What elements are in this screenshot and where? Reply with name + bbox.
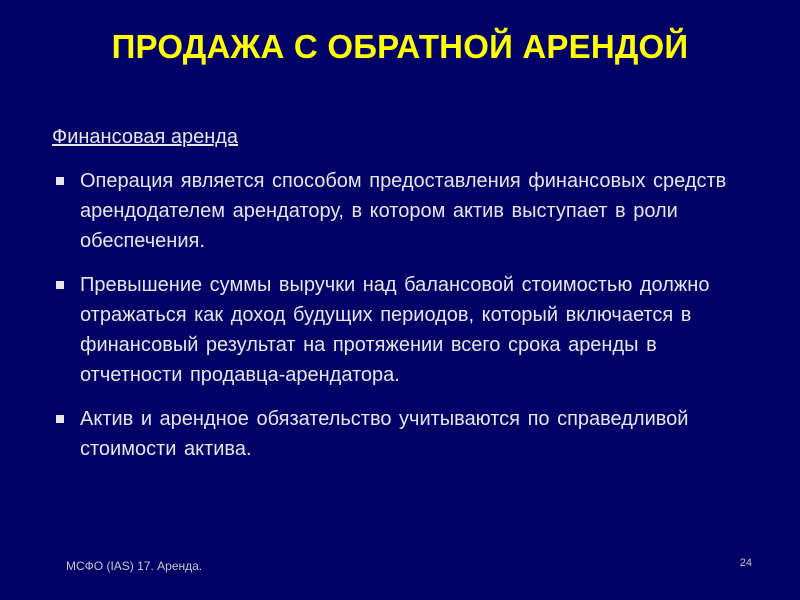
bullet-item <box>52 166 764 256</box>
subheading: Финансовая аренда <box>52 126 239 148</box>
page-number: 24 <box>739 557 752 569</box>
slide-content <box>52 122 764 478</box>
bullet-text: Актив и арендное обязательство учитываются по справедливой стоимости актива. <box>80 408 689 460</box>
square-bullet-icon <box>56 415 64 423</box>
bullet-text: Операция является способом предоставления финансовых средств арендодателем арендатору, в котором актив выступает в роли обеспечения. <box>80 170 727 252</box>
footer-source: МСФО (IAS) 17. Аренда. <box>66 559 203 573</box>
square-bullet-icon <box>56 281 64 289</box>
slide-title: ПРОДАЖА С ОБРАТНОЙ АРЕНДОЙ <box>111 28 689 65</box>
bullet-item <box>52 404 764 464</box>
bullet-item <box>52 270 764 390</box>
square-bullet-icon <box>56 177 64 185</box>
bullet-list <box>52 166 764 464</box>
bullet-text: Превышение суммы выручки над балансовой стоимостью должно отражаться как доход будущих периодов, который включается в финансовый результат на протяжении всего срока аренды в отчетности продавца-арендатора. <box>80 274 710 386</box>
